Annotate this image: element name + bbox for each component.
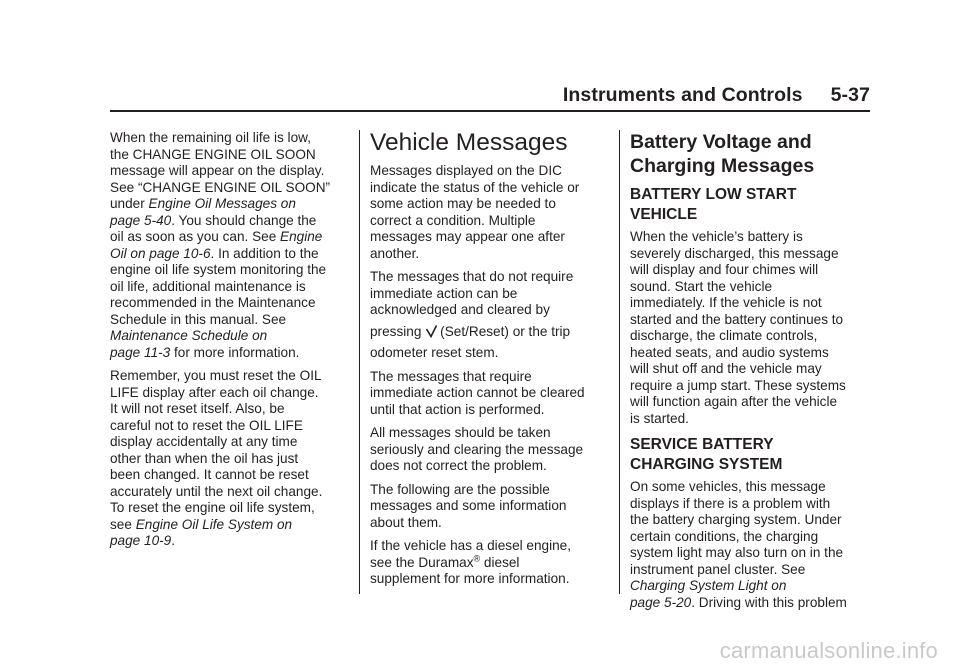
section-heading-battery: [630, 130, 875, 178]
text-line: [370, 324, 615, 341]
text-line: some action may be needed to: [370, 196, 556, 211]
text-line: immediate action cannot be cleared: [370, 385, 585, 400]
running-header: [563, 84, 870, 107]
text-line: LIFE display after each oil change.: [110, 384, 319, 400]
text-run: .: [171, 533, 176, 548]
text-line: will function again after the vehicle: [630, 394, 838, 409]
text-run: . In addition to the: [210, 245, 319, 261]
text-run: under: [110, 196, 149, 211]
checkmark-icon: [425, 324, 438, 338]
header-rule: [110, 110, 870, 112]
section-title: Instruments and Controls: [562, 84, 803, 106]
paragraph-dic-messages: [370, 163, 615, 262]
column-1: [110, 130, 350, 550]
registered-mark: ®: [473, 552, 481, 563]
heading-line: SERVICE BATTERY: [630, 436, 774, 453]
text-line: [110, 533, 350, 550]
text-line: require a jump start. These systems: [630, 377, 846, 393]
paragraph-service-battery: [630, 479, 875, 611]
text-line: immediately. If the vehicle is not: [630, 295, 822, 310]
text-line: supplement for more information.: [370, 571, 570, 586]
link-page-11-3[interactable]: page 11-3: [110, 344, 171, 360]
text-line: started and the battery continues to: [630, 311, 844, 327]
text-line: about them.: [370, 514, 442, 530]
text-line: All messages should be taken: [370, 425, 551, 440]
text-line: instrument panel cluster. See: [630, 561, 806, 577]
text-line: sound. Start the vehicle: [630, 278, 773, 294]
heading-line: VEHICLE: [630, 206, 698, 223]
heading-line: BATTERY LOW START: [630, 186, 797, 203]
text-line: system light may also turn on in the: [630, 545, 844, 560]
heading-line: CHARGING SYSTEM: [630, 456, 783, 473]
text-line: certain conditions, the charging: [630, 528, 819, 544]
text-line: When the vehicle’s battery is: [630, 229, 803, 244]
paragraph-reset-oil-life: [110, 368, 350, 550]
text-line: careful not to reset the OIL LIFE: [110, 417, 303, 433]
heading-line: Battery Voltage and: [630, 131, 812, 153]
text-line: See “CHANGE ENGINE OIL SOON”: [110, 179, 331, 195]
link-engine-oil-life-system[interactable]: Engine Oil Life System on: [135, 516, 293, 532]
text-line: the CHANGE ENGINE OIL SOON: [110, 146, 316, 162]
text-line: [630, 578, 875, 595]
text-run: for more information.: [170, 344, 300, 360]
text-run: see: [110, 516, 136, 532]
text-line: immediate action can be: [370, 285, 518, 301]
link-page-5-40[interactable]: page 5-40: [110, 212, 172, 228]
text-line: [110, 229, 350, 246]
text-line: [110, 196, 350, 213]
link-maintenance-schedule[interactable]: Maintenance Schedule on: [110, 328, 268, 343]
text-line: accurately until the next oil change.: [110, 483, 323, 499]
paragraph-following: [370, 482, 615, 532]
column-2: [370, 130, 615, 588]
subheading-service-battery: [630, 435, 875, 475]
text-line: display accidentally at any time: [110, 434, 298, 449]
text-line: severely discharged, this message: [630, 245, 839, 261]
text-run: . Driving with this problem: [691, 594, 847, 610]
paragraph-immediate-action: [370, 369, 615, 419]
text-line: When the remaining oil life is low,: [110, 130, 311, 145]
text-line: engine oil life system monitoring the: [110, 262, 327, 277]
page-number: 5-37: [830, 84, 870, 106]
text-run: diesel: [480, 554, 520, 570]
paragraph-battery-low: [630, 229, 875, 427]
text-line: If the vehicle has a diesel engine,: [370, 538, 572, 553]
link-page-5-20[interactable]: page 5-20: [630, 594, 692, 610]
text-line: indicate the status of the vehicle or: [370, 179, 580, 195]
text-line: recommended in the Maintenance: [110, 295, 316, 310]
text-line: To reset the engine oil life system,: [110, 500, 315, 515]
text-line: discharge, the climate controls,: [630, 328, 818, 343]
text-line: seriously and clearing the message: [370, 441, 584, 457]
text-line: The messages that require: [370, 368, 532, 384]
text-line: other than when the oil has just: [110, 450, 299, 466]
text-line: Schedule in this manual. See: [110, 311, 287, 327]
text-run: . You should change the: [171, 212, 317, 228]
link-page-10-9[interactable]: page 10-9: [110, 533, 172, 548]
text-line: another.: [370, 245, 420, 261]
text-line: is started.: [630, 410, 689, 426]
text-line: does not correct the problem.: [370, 458, 547, 473]
text-line: acknowledged and cleared by: [370, 302, 550, 317]
text-line: Messages displayed on the DIC: [370, 163, 562, 178]
text-line: the battery charging system. Under: [630, 512, 842, 527]
link-engine-oil[interactable]: Engine: [280, 229, 323, 244]
text-line: Remember, you must reset the OIL: [110, 368, 322, 383]
text-run: pressing: [370, 323, 426, 339]
text-line: displays if there is a problem with: [630, 495, 831, 511]
text-line: until that action is performed.: [370, 401, 545, 417]
text-run: (Set/Reset) or the trip: [440, 323, 571, 339]
column-divider-2: [619, 130, 620, 594]
section-heading-vehicle-messages: Vehicle Messages: [370, 129, 568, 156]
text-line: oil life, additional maintenance is: [110, 278, 306, 294]
watermark: carmanualsonline.info: [719, 638, 938, 663]
text-line: will shut off and the vehicle may: [630, 361, 822, 376]
text-run: oil as soon as you can. See: [110, 229, 281, 244]
text-line: [370, 552, 615, 572]
paragraph-oil-life-low: [110, 130, 350, 361]
text-line: odometer reset stem.: [370, 345, 499, 360]
text-line: message will appear on the display.: [110, 163, 325, 178]
text-line: will display and four chimes will: [630, 262, 819, 277]
text-line: The following are the possible: [370, 481, 550, 497]
text-line: correct a condition. Multiple: [370, 212, 536, 228]
heading-line: Charging Messages: [630, 155, 815, 177]
text-line: messages may appear one after: [370, 229, 565, 244]
text-line: On some vehicles, this message: [630, 479, 826, 494]
paragraph-acknowledge: [370, 269, 615, 362]
link-engine-oil-page-10-6[interactable]: Oil on page 10-6: [110, 245, 211, 261]
link-engine-oil-messages[interactable]: Engine Oil Messages on: [148, 196, 296, 211]
text-line: The messages that do not require: [370, 269, 574, 284]
link-charging-system-light[interactable]: Charging System Light on: [630, 578, 787, 593]
text-line: been changed. It cannot be reset: [110, 467, 309, 482]
text-line: heated seats, and audio systems: [630, 344, 829, 360]
text-line: [110, 213, 350, 230]
text-line: [110, 517, 350, 534]
subheading-battery-low: [630, 185, 875, 225]
paragraph-diesel: [370, 538, 615, 588]
text-line: [110, 328, 350, 345]
column-3: [630, 130, 875, 611]
paragraph-taken-seriously: [370, 425, 615, 475]
text-line: [630, 595, 875, 612]
text-line: It will not reset itself. Also, be: [110, 401, 285, 416]
text-line: [110, 345, 350, 362]
text-run: see the Duramax: [370, 554, 474, 570]
column-divider-1: [359, 130, 360, 594]
text-line: messages and some information: [370, 498, 567, 513]
text-line: [110, 246, 350, 263]
